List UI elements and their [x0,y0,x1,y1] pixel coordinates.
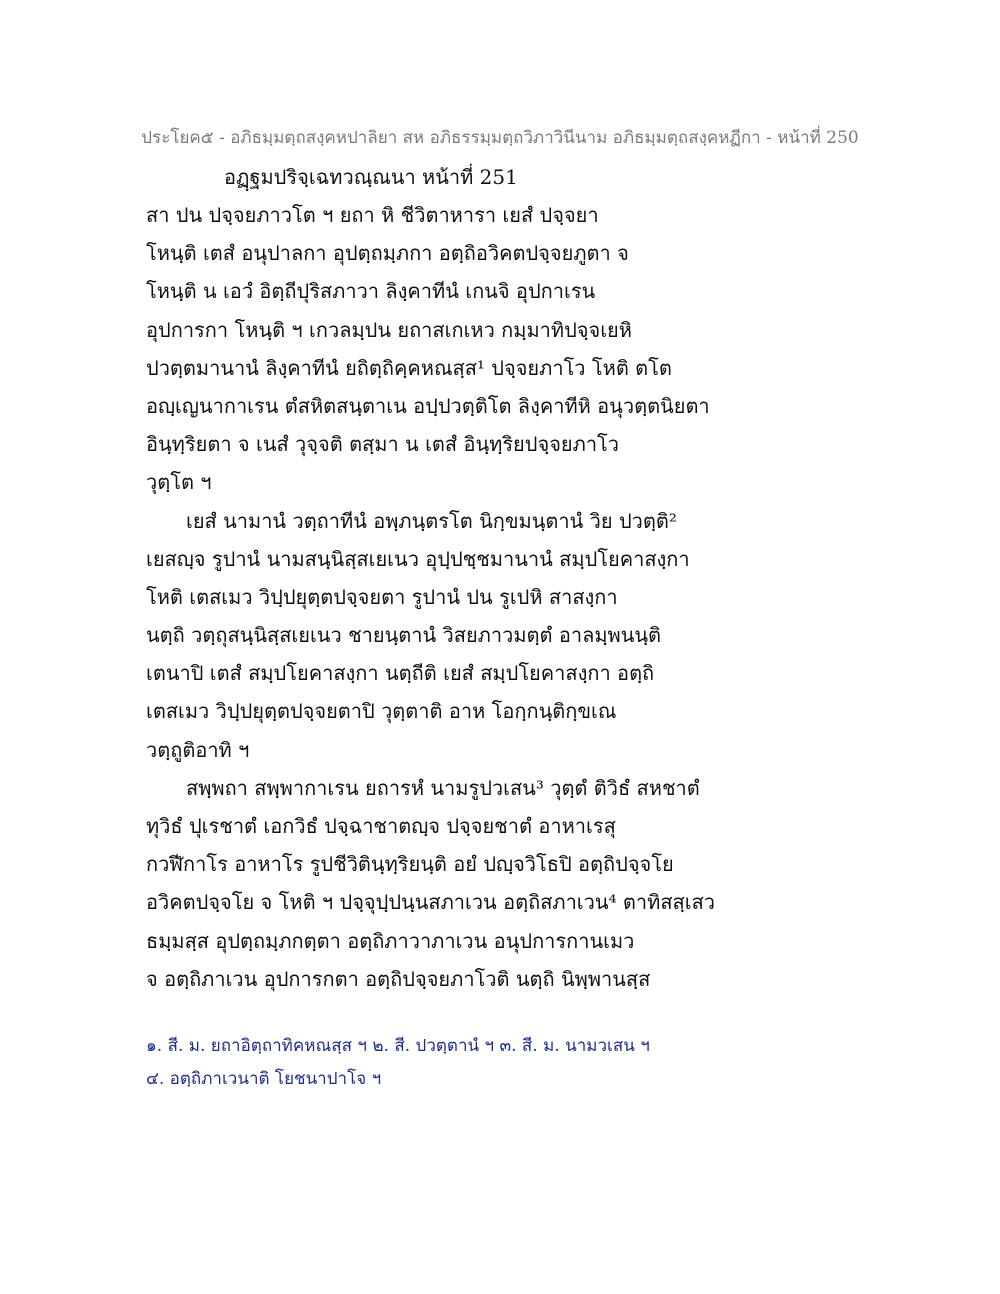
text-line: ทุวิธํ ปุเรชาตํ เอกวิธํ ปจฺฉาชาตญฺจ ปจฺจยชาตํ อาหาเรสุ [146,814,616,838]
running-header: ประโยค๕ - อภิธมฺมตฺถสงฺคหปาลิยา สห อภิธรรมฺมตฺถวิภาวินีนาม อภิธมฺมตฺถสงฺคหฏีกา - หน้าที่ 250 [141,128,859,148]
text-line: วตฺถูติอาทิ ฯ [146,737,250,762]
text-line: เตสเมว วิปฺปยุตฺตปจฺจยตาปิ วุตฺตาติ อาห โอกฺกนฺติกฺขเณ [146,699,617,724]
text-line: โหนฺติ เตสํ อนุปาลกา อุปตฺถมฺภกา อตฺถิอวิคตปจฺจยภูตา จ [146,241,629,266]
text-line: อินฺทฺริยตา จ เนสํ วุจฺจติ ตสฺมา น เตสํ อินฺทฺริยปจฺจยภาโว [146,432,620,457]
text-line: เตนาปิ เตสํ สมฺปโยคาสงฺกา นตฺถีติ เยสํ สมฺปโยคาสงฺกา อตฺถิ [146,661,655,686]
text-line: โหติ เตสเมว วิปฺปยุตฺตปจฺจยตา รูปานํ ปน รูเปหิ สาสงฺกา [146,584,618,609]
text-line: จ อตฺถิภาเวน อุปการกตา อตฺถิปจฺจยภาโวติ นตฺถิ นิพฺพานสฺส [146,966,651,991]
footnote-line: ๔. อตฺถิภาเวนาติ โยชนาปาโจ ฯ [146,1069,382,1089]
footnotes [146,1030,866,1096]
text-line: ปวตฺตมานานํ ลิงฺคาทีนํ ยถิตฺถิคฺคหณสฺส¹ ปจฺจยภาโว โหติ ตโต [146,355,672,380]
text-line: อญฺเญนากาเรน ตํสหิตสนฺตาเน อปฺปวตฺติโต ลิงฺคาทีหิ อนุวตฺตนิยตา [146,393,710,418]
text-line: อวิคตปจฺจโย จ โหติ ฯ ปจฺจุปฺปนฺนสภาเวน อตฺถิสภาเวน⁴ ตาทิสสฺเสว [146,890,716,915]
text-line: โหนฺติ น เอวํ อิตฺถีปุริสภาวา ลิงฺคาทีนํ เกนจิ อุปกาเรน [146,279,596,304]
paragraph-start-line: สพฺพถา สพฺพากาเรน ยถารหํ นามรูปวเสน³ วุตฺตํ ติวิธํ สหชาตํ [186,775,700,800]
text-line: วุตฺโต ฯ [146,470,212,495]
text-line: กวฬีกาโร อาหาโร รูปชีวิตินฺทฺริยนฺติ อยํ ปญฺจวิโธปิ อตฺถิปจฺจโย [146,852,674,877]
text-line: ธมฺมสฺส อุปตฺถมฺภกตฺตา อตฺถิภาวาภาเวน อนุปการกานเมว [146,928,635,953]
section-title: อฏฺฐมปริจฺเฉทวณฺณนา หน้าที่ 251 [224,165,518,189]
footnote-line: ๑. สี. ม. ยถาอิตฺถาทิคหณสฺส ฯ ๒. สี. ปวตฺตานํ ฯ ๓. สี. ม. นามวเสน ฯ [146,1036,650,1056]
text-line: สา ปน ปจฺจยภาวโต ฯ ยถา หิ ชีวิตาหารา เยสํ ปจฺจยา [146,203,599,227]
paragraph-start-line: เยสํ นามานํ วตฺถาทีนํ อพฺภนฺตรโต นิกฺขมนฺตานํ วิย ปวตฺติ² [186,508,677,533]
text-line: อุปการกา โหนฺติ ฯ เกวลมฺปน ยถาสเกเหว กมฺมาทิปจฺจเยหิ [146,317,632,342]
body-text [146,196,866,998]
text-line: นตฺถิ วตฺถุสนฺนิสฺสเยเนว ชายนฺตานํ วิสยภาวมตฺตํ อาลมฺพนนฺติ [146,623,662,648]
text-line: เยสญฺจ รูปานํ นามสนฺนิสฺสเยเนว อุปฺปชฺชมานานํ สมฺปโยคาสงฺกา [146,546,690,571]
